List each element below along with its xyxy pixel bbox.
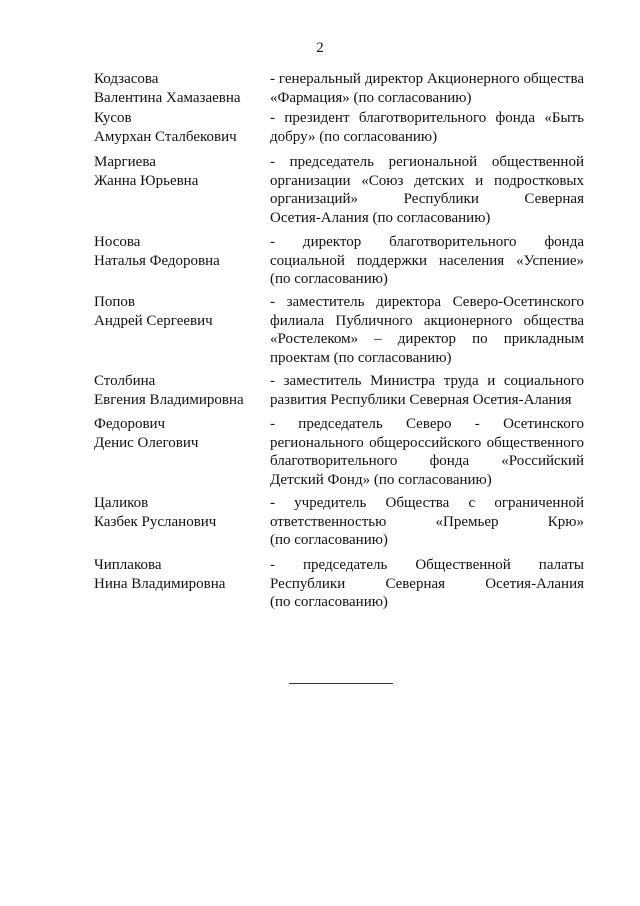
role-line: регионального общероссийского общественного [270,434,584,451]
member-name [94,556,270,612]
member-surname: Попов [94,294,135,310]
role-line: - генеральный директор Акционерного общества [270,71,584,87]
member-role [270,153,584,227]
member-role [270,372,584,409]
member-surname: Цаликов [94,495,149,511]
member-role [270,109,584,146]
role-line: - заместитель Министра труда и социального [270,373,584,389]
member-name [94,415,270,489]
member-given-names: Жанна Юрьевна [94,172,199,189]
member-given-names: Амурхан Сталбекович [94,128,237,145]
member-name [94,109,270,146]
role-line: проектам (по согласованию) [270,349,452,366]
page-number: 2 [316,40,324,56]
role-line: - председатель региональной общественной [270,154,584,170]
member-entry [94,109,584,146]
role-line: - председатель Общественной палаты [270,557,584,573]
member-entry [94,372,584,409]
member-role [270,556,584,612]
member-name [94,233,270,289]
role-line: (по согласованию) [270,271,388,287]
role-line: - президент благотворительного фонда «Быть [270,110,584,126]
member-entry [94,494,584,550]
member-given-names: Нина Владимировна [94,575,226,592]
member-role [270,494,584,550]
role-line: ответственностью «Премьер Крю» [270,513,584,530]
member-given-names: Евгения Владимировна [94,391,244,408]
member-entry [94,233,584,289]
role-line: «Фармация» (по согласованию) [270,89,472,106]
member-role [270,415,584,489]
role-line: - заместитель директора Северо-Осетинского [270,294,584,310]
member-surname: Столбина [94,373,156,389]
member-given-names: Денис Олегович [94,434,199,451]
member-name [94,293,270,367]
member-surname: Носова [94,234,141,250]
role-line: (по согласованию) [270,532,388,548]
member-entry [94,556,584,612]
role-line: развития Республики Северная Осетия-Алания [270,391,572,408]
member-entry [94,415,584,489]
member-entry [94,70,584,107]
role-line: - учредитель Общества с ограниченной [270,495,584,511]
role-line: Детский Фонд» (по согласованию) [270,471,492,488]
role-line: (по согласованию) [270,594,388,610]
role-line: социальной поддержки населения «Успение» [270,252,584,269]
role-line: филиала Публичного акционерного общества [270,312,584,329]
member-surname: Чиплакова [94,557,162,573]
member-name [94,494,270,550]
member-name [94,153,270,227]
role-line: Республики Северная Осетия-Алания [270,575,584,592]
member-entry [94,153,584,227]
member-role [270,293,584,367]
member-given-names: Андрей Сергеевич [94,312,213,329]
member-surname: Маргиева [94,154,156,170]
member-surname: Кусов [94,110,132,126]
member-role [270,70,584,107]
role-line: организаций» Республики Северная [270,191,584,207]
closing-divider-line [289,683,393,684]
role-line: - председатель Северо - Осетинского [270,416,584,432]
role-line: «Ростелеком» – директор по прикладным [270,331,584,347]
role-line: организации «Союз детских и подростковых [270,172,584,189]
member-given-names: Валентина Хамазаевна [94,89,241,106]
member-entry [94,293,584,367]
member-surname: Федорович [94,416,166,432]
member-surname: Кодзасова [94,71,159,87]
member-given-names: Наталья Федоровна [94,252,220,269]
member-name [94,372,270,409]
member-name [94,70,270,107]
member-given-names: Казбек Русланович [94,513,217,530]
role-line: благотворительного фонда «Российский [270,453,584,469]
member-role [270,233,584,289]
role-line: Осетия-Алания (по согласованию) [270,209,491,226]
role-line: - директор благотворительного фонда [270,234,584,250]
role-line: добру» (по согласованию) [270,128,438,145]
